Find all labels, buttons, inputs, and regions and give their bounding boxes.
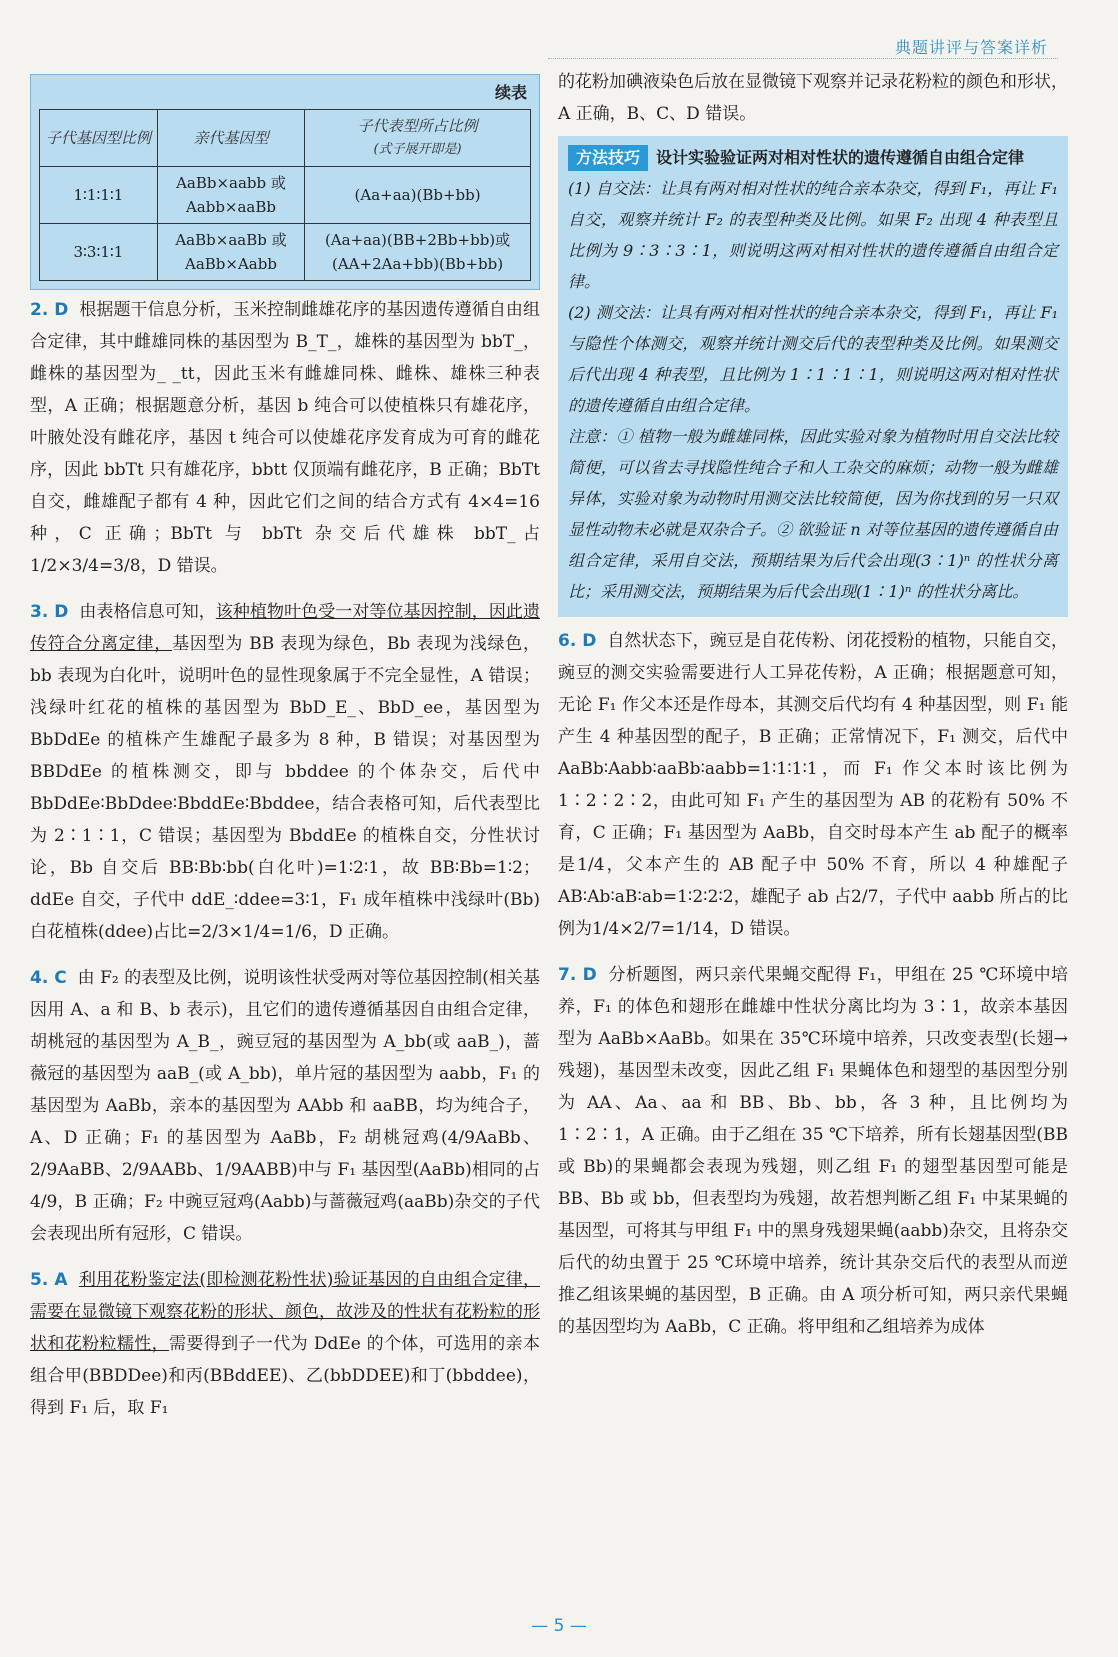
page-number: — 5 — (531, 1616, 587, 1636)
answer-5-continued: 的花粉加碘液染色后放在显微镜下观察并记录花粉粒的颜色和形状，A 正确，B、C、D 错误。 (558, 72, 1068, 124)
answer-5-text: 需要得到子一代为 DdEe 的个体，可选用的亲本组合甲(BBDDee)和丙(BBddEE)、乙(bbDDEE)和丁(bbddee)，得到 F₁ 后，取 F₁ (30, 1334, 541, 1418)
table-cell-ratio: 1∶1∶1∶1 (40, 167, 158, 224)
table-cell-pheno: (Aa+aa)(BB+2Bb+bb)或(AA+2Aa+bb)(Bb+bb) (305, 224, 531, 281)
page-header: 典题讲评与答案详析 (894, 38, 1048, 57)
answer-6 (558, 625, 1068, 945)
table-row (40, 167, 531, 224)
genotype-table (39, 109, 531, 281)
method-paragraph-testcross: (2) 测交法：让具有两对相对性状的纯合亲本杂交，得到 F₁，再让 F₁ 与隐性个体测交，观察并统计测交后代的表型种类及比例。如果测交后代出现 4 种表型，且比例为 1∶1∶1∶1，则说明这两对相对性状的遗传遵循自由组合定律。 (568, 303, 1058, 415)
answer-6-text: 自然状态下，豌豆是自花传粉、闭花授粉的植物，只能自交，豌豆的测交实验需要进行人工异花传粉，A 正确；根据题意可知，无论 F₁ 作父本还是作母本，其测交后代均有 4 种基因型，则 F₁ 能产生 4 种基因型的配子，B 正确；正常情况下，F₁ 测交，后代中 AaBb∶Aabb∶aaBb∶aabb=1∶1∶1∶1，而 F₁ 作父本时该比例为 1∶2∶2∶2，由此可知 F₁ 产生的基因型为 AB 的花粉有 50% 不育，C 正确；F₁ 基因型为 AaBb，自交时母本产生 ab 配子的概率是1/4，父本产生的 AB 配子中 50% 不育，所以 4 种雄配子 AB∶Ab∶aB∶ab=1∶2∶2∶2，雄配子 ab 占2/7，子代中 aabb 所占的比例为1/4×2/7=1/14，D 错误。 (558, 631, 1068, 939)
table-cell-parents: AaBb×aabb 或 Aabb×aaBb (157, 167, 304, 224)
right-column (558, 66, 1068, 1343)
method-tips-box (558, 136, 1068, 617)
table-header-row (40, 110, 531, 167)
header-rule (548, 58, 1058, 59)
table-header-pheno (305, 110, 531, 167)
method-paragraph-note: 注意：① 植物一般为雌雄同株，因此实验对象为植物时用自交法比较简便，可以省去寻找隐性纯合子和人工杂交的麻烦；动物一般为雌雄异体，实验对象为动物时用测交法比较简便，因为你找到的另一只双显性动物未必就是双杂合子。② 欲验证 n 对等位基因的遗传遵循自由组合定律，采用自交法，预期结果为后代会出现(3∶1)ⁿ 的性状分离比；采用测交法，预期结果为后代会出现(1∶1)ⁿ 的性状分离比。 (568, 427, 1058, 601)
answer-7-number: 7. D (558, 965, 597, 985)
answer-2 (30, 294, 540, 582)
table-cell-parents: AaBb×aaBb 或 AaBb×Aabb (157, 224, 304, 281)
table-header-ratio: 子代基因型比例 (40, 110, 158, 167)
answer-5-number: 5. A (30, 1270, 68, 1290)
answer-2-number: 2. D (30, 300, 69, 320)
genotype-table-box (30, 74, 540, 290)
table-header-pheno-main: 子代表型所占比例 (357, 117, 478, 135)
answer-7-text: 分析题图，两只亲代果蝇交配得 F₁，甲组在 25 ℃环境中培养，F₁ 的体色和翅形在雌雄中性状分离比均为 3∶1，故亲本基因型为 AaBb×AaBb。如果在 35℃环境中培养，只改变表型(长翅→残翅)，基因型未改变，因此乙组 F₁ 果蝇体色和翅型的基因型分别为 AA、Aa、aa 和 BB、Bb、bb，各 3 种，且比例均为 1∶2∶1，A 正确。由于乙组在 35 ℃下培养，所有长翅基因型(BB 或 Bb)的果蝇都会表现为残翅，则乙组 F₁ 的翅型基因型可能是 BB、Bb 或 bb，但表型均为残翅，故若想判断乙组 F₁ 中某果蝇的基因型，可将其与甲组 F₁ 中的黑身残翅果蝇(aabb)杂交，且将杂交后代的幼虫置于 25 ℃环境中培养，统计其杂交后代的表型从而逆推乙组该果蝇的基因型，B 正确。由 A 项分析可知，两只亲代果蝇的基因型均为 AaBb，C 正确。将甲组和乙组培养为成体 (558, 965, 1068, 1337)
answer-4 (30, 962, 540, 1250)
answer-3-lead: 由表格信息可知， (79, 602, 216, 622)
table-header-pheno-sub: (式子展开即是) (373, 142, 462, 157)
answer-7 (558, 959, 1068, 1343)
answer-3-text: 基因型为 BB 表现为绿色，Bb 表现为浅绿色，bb 表现为白化叶，说明叶色的显性现象属于不完全显性，A 错误；浅绿叶红花的植株的基因型为 BbD_E_、BbD_ee，基因型为 BbDdEe 的植株产生雄配子最多为 8 种，B 错误；对基因型为 BBDdEe 的植株测交，即与 bbddee 的个体杂交，后代中 BbDdEe∶BbDdee∶BbddEe∶Bbddee，结合表格可知，后代表型比为 2∶1∶1，C 错误；基因型为 BbddEe 的植株自交，分性状讨论，Bb 自交后 BB∶Bb∶bb(白化叶)=1∶2∶1，故 BB∶Bb=1∶2；ddEe 自交，子代中 ddE_∶ddee=3∶1，F₁ 成年植株中浅绿叶(Bb)白花植株(ddee)占比=2/3×1/4=1/6，D 正确。 (30, 634, 541, 942)
answer-5 (30, 1264, 540, 1424)
method-heading (568, 142, 1058, 173)
answer-4-number: 4. C (30, 968, 67, 988)
answer-2-text: 根据题干信息分析，玉米控制雌雄花序的基因遗传遵循自由组合定律，其中雌雄同株的基因型为 B_T_，雄株的基因型为 bbT_，雌株的基因型为_ _tt，因此玉米有雌雄同株、雌株、雄株三种表型，A 正确；根据题意分析，基因 b 纯合可以使植株只有雄花序，叶腋处没有雌花序，基因 t 纯合可以使雄花序发育成为可育的雌花序，因此 bbTt 只有雄花序，bbtt 仅顶端有雌花序，B 正确；BbTt 自交，雌雄配子都有 4 种，因此它们之间的结合方式有 4×4=16 种，C 正确；BbTt 与 bbTt 杂交后代雄株 bbT_占1/2×3/4=3/8，D 错误。 (30, 300, 540, 576)
left-column (30, 66, 540, 1424)
answer-5-underlined: 利用花粉鉴定法(即检测花粉性状)验证基因的自由组合定律，需要在显微镜下观察花粉的形状、颜色，故涉及的性状有花粉粒的形状和花粉粒糯性， (30, 1270, 540, 1354)
method-title: 设计实验验证两对相对性状的遗传遵循自由组合定律 (656, 148, 1025, 167)
table-header-parents: 亲代基因型 (157, 110, 304, 167)
table-row (40, 224, 531, 281)
answer-3-number: 3. D (30, 602, 69, 622)
method-paragraph-selfing: (1) 自交法：让具有两对相对性状的纯合亲本杂交，得到 F₁，再让 F₁ 自交，观察并统计 F₂ 的表型种类及比例。如果 F₂ 出现 4 种表型且比例为 9∶3∶3∶1，则说明这两对相对性状的遗传遵循自由组合定律。 (568, 179, 1058, 291)
answer-4-text: 由 F₂ 的表型及比例，说明该性状受两对等位基因控制(相关基因用 A、a 和 B、b 表示)，且它们的遗传遵循基因自由组合定律，胡桃冠的基因型为 A_B_，豌豆冠的基因型为 A_bb(或 aaB_)，蔷薇冠的基因型为 aaB_(或 A_bb)，单片冠的基因型为 aabb，F₁ 的基因型为 AaBb，亲本的基因型为 AAbb 和 aaBB，均为纯合子，A、D 正确；F₁ 的基因型为 AaBb，F₂ 胡桃冠鸡(4/9AaBb、2/9AaBB、2/9AABb、1/9AABB)中与 F₁ 基因型(AaBb)相同的占4/9，B 正确；F₂ 中豌豆冠鸡(Aabb)与蔷薇冠鸡(aaBb)杂交的子代会表现出所有冠形，C 错误。 (30, 968, 540, 1244)
table-caption: 续表 (494, 83, 527, 102)
answer-3 (30, 596, 540, 948)
method-tag: 方法技巧 (568, 145, 648, 171)
answer-6-number: 6. D (558, 631, 597, 651)
table-cell-pheno: (Aa+aa)(Bb+bb) (305, 167, 531, 224)
table-cell-ratio: 3∶3∶1∶1 (40, 224, 158, 281)
answer-3-underlined: 该种植物叶色受一对等位基因控制，因此遗传符合分离定律， (30, 602, 540, 654)
